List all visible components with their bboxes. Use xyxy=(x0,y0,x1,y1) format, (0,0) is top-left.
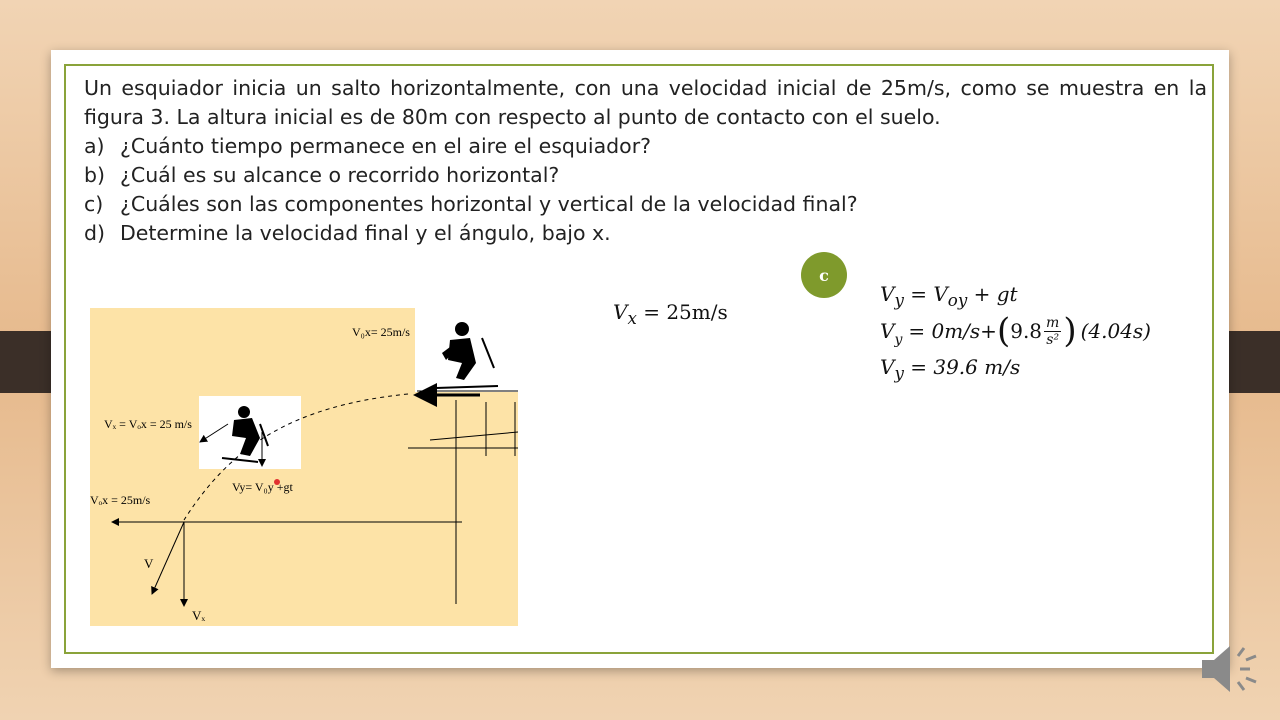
question-label: a) xyxy=(84,134,105,158)
ski-jump-figure xyxy=(90,308,518,626)
equation-vy-3: $V_y = 39.6$ m/s xyxy=(880,355,1021,383)
label-vx-bottom: Vₓ xyxy=(192,608,206,623)
part-c-badge xyxy=(801,252,847,298)
question-text: ¿Cuáles son las componentes horizontal y vertical de la velocidad final? xyxy=(120,192,858,216)
label-v0x-top: V₀x= 25m/s xyxy=(352,325,410,339)
label-v0x-bottom: Vₒx = 25m/s xyxy=(90,493,151,507)
question-text: ¿Cuánto tiempo permanece en el aire el esquiador? xyxy=(120,134,652,158)
question-item xyxy=(84,132,1207,161)
equation-vx: $V_x = 25m/s$ xyxy=(613,300,728,328)
question-list xyxy=(84,132,1207,248)
question-item xyxy=(84,161,1207,190)
equation-vy-1: $V_y = V_{oy}$ + gt xyxy=(880,282,1018,310)
fraction: m s² xyxy=(1046,314,1060,348)
question-label: c) xyxy=(84,192,104,216)
audio-speaker-icon[interactable] xyxy=(1198,636,1264,702)
problem-intro: Un esquiador inicia un salto horizontalmente, con una velocidad inicial de 25m/s, como se muestra en la figura 3. La altura inicial es de 80m con respecto al punto de contacto con el suelo. xyxy=(84,76,1207,129)
question-item xyxy=(84,190,1207,219)
label-vy: Vy= V₀y +gt xyxy=(232,480,293,494)
badge-label: c xyxy=(819,265,829,285)
question-text: Determine la velocidad final y el ángulo, bajo x. xyxy=(120,221,611,245)
equation-vy-2: V $_y$ = 0m/s+ ( 9.8 m s² ) (4.04s) xyxy=(880,311,1151,351)
question-label: d) xyxy=(84,221,106,245)
question-text: ¿Cuál es su alcance o recorrido horizontal? xyxy=(120,163,560,187)
slide xyxy=(51,50,1229,668)
label-v: V xyxy=(144,556,154,571)
question-item xyxy=(84,219,1207,248)
label-vx-mid: Vₓ = Vₒx = 25 m/s xyxy=(104,417,192,431)
question-label: b) xyxy=(84,163,106,187)
problem-statement xyxy=(84,74,1207,248)
